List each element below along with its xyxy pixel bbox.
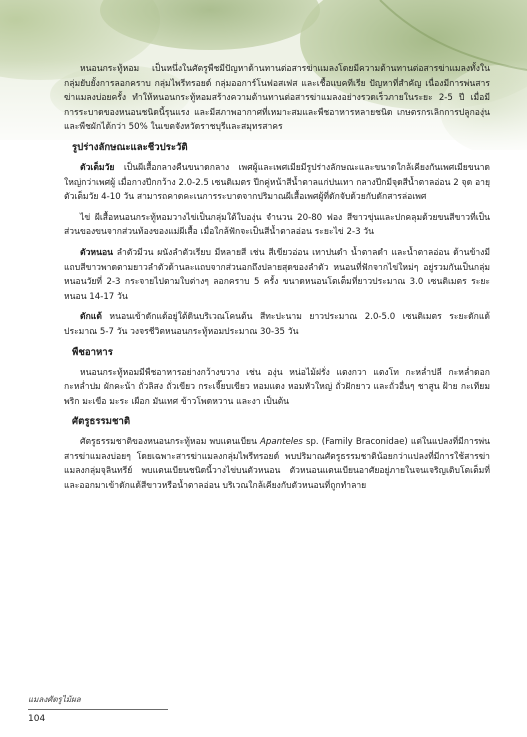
page-footer: [28, 693, 168, 724]
pupa-text: หนอนเข้าดักแด้อยู่ใต้ดินบริเวณโคนต้น สีทะปะนาม ยาวประมาณ 2.0-5.0 เซนติเมตร ระยะดักแด้ประมาณ 5-7 วัน วงจรชีวิตหนอนกระทู้หอมประมาณ 30-35 วัน: [64, 312, 490, 337]
document-body: [64, 62, 490, 500]
adult-paragraph: [64, 161, 490, 205]
natural-enemies-text-2: sp. (Family Braconidae) แต่ในแปลงที่มีการพ่นสารฆ่าแมลงบ่อยๆ โดยเฉพาะสารฆ่าแมลงกลุ่มไพรีทรอยด์ พบปริมาณศัตรูธรรมชาติน้อยกว่าแปลงที่มีการใช้สารฆ่าแมลงกลุ่มจุลินทรีย์ พบแตนเบียนชนิดนี้วางไข่บนตัวหนอน ตัวหนอนแตนเบียนอาศัยอยู่ภายในจนเจริญเติบโตเต็มที่และออกมาเข้าดักแด้สีขาวหรือน้ำตาลอ่อน บริเวณใกล้เคียงกับตัวหนอนที่ถูกทำลาย: [64, 437, 490, 492]
intro-paragraph: หนอนกระทู้หอม เป็นหนึ่งในศัตรูพืชมีปัญหาด้านทานต่อสารฆ่าแมลงโดยมีความต้านทานต่อสารฆ่าแมลงทั้งในกลุ่มยับยั้งการลอกคราบ กลุ่มไพรีทรอยด์ กลุ่มออการ์โนฟอสเฟส และเชื้อแบคทีเรีย ปัญหาที่สำคัญ เนื่องมีการพ่นสารฆ่าแมลงบ่อยครั้ง ทำให้หนอนกระทู้หอมสร้างความต้านทานต่อสารฆ่าแมลงอย่างรวดเร็วภายในระยะ 2-5 ปี เมื่อมีการระบาดของหนอนชนิดนี้รุนแรง และมีสภาพอากาศที่เหมาะสมและพืชอาหารหลายชนิด เกษตรกรเลิกการปลูกองุ่นและพืชผักได้กว่า 50% ในเขตจังหวัดราชบุรีและสมุทรสาคร: [64, 64, 490, 133]
egg-paragraph: ไข่ ผีเสื้อหนอนกระทู้หอมวางไข่เป็นกลุ่มใต้ใบองุ่น จำนวน 20-80 ฟอง สีขาวขุ่นและปกคลุมด้วยขนสีขาวที่เป็นส่วนของขนจากส่วนท้องของแม่ผีเสื้อ เมื่อใกล้ฟักจะเป็นสีน้ำตาลอ่อน ระยะไข่ 2-3 วัน: [64, 212, 490, 238]
larva-text: ลำตัวมีวน ผนังลำตัวเรียบ มีหลายสี เช่น สีเขียวอ่อน เทาปนดำ น้ำตาลดำ และน้ำตาลอ่อน ด้านข้างมีแถบสีขาวพาดตามยาวลำตัวด้านละแถบจากส่วนอกถึงปลายสุดของลำตัว หนอนที่ฟักจากไข่ใหม่ๆ อยู่รวมกันเป็นกลุ่ม หนอนวัยที่ 2-3 กระจายไปตามใบต่างๆ ลอกคราบ 5 ครั้ง ขนาดหนอนโตเต็มที่ยาวประมาณ 3.0 เซนติเมตร ระยะหนอน 14-17 วัน: [64, 247, 490, 302]
adult-label: ตัวเต็มวัย: [80, 162, 115, 173]
section-heading-natural-enemies: ศัตรูธรรมชาติ: [72, 416, 131, 428]
page-number: 104: [28, 714, 46, 724]
larva-label: ตัวหนอน: [80, 247, 113, 258]
section-heading-morphology: รูปร่างลักษณะและชีวประวัติ: [72, 141, 188, 153]
footer-divider: [28, 709, 168, 710]
running-title: แมลงศัตรูไม้ผล: [28, 695, 81, 704]
natural-enemies-text-1: ศัตรูธรรมชาติของหนอนกระทู้หอม พบแตนเบียน: [80, 437, 261, 448]
adult-text: เป็นผีเสื้อกลางคืนขนาดกลาง เพศผู้และเพศเมียมีรูปร่างลักษณะและขนาดใกล้เคียงกันเพศเมียขนาดใหญ่กว่าเพศผู้ เมื่อกางปีกกว้าง 2.0-2.5 เซนติเมตร ปีกคู่หน้าสีน้ำตาลแก่ปนเทา กลางปีกมีจุดสีน้ำตาลอ่อน 2 จุด อายุตัวเต็มวัย 4-10 วัน สามารถคาดคะเนการระบาดจากปริมาณผีเสื้อเพศผู้ที่ดักจับด้วยกับดักสารล่อเพศ: [64, 162, 490, 203]
pupa-paragraph: [64, 310, 490, 339]
natural-enemies-paragraph: [64, 435, 490, 493]
host-plants-paragraph: หนอนกระทู้หอมมีพืชอาหารอย่างกว้างขวาง เช่น องุ่น หน่อไม้ฝรั่ง แตงกวา แตงโท กะหล่ำปลี กะหล่ำดอก กะหล่ำปม ผักคะน้า ถั่วลิสง ถั่วเขียว กระเจี๊ยบเขียว หอมแดง หอมหัวใหญ่ ถั่วฝักยาว และถั่วอื่นๆ ชาสูน ฝ้าย กะเทียม พริก มะเขือ มะระ เผือก มันเทศ ข้าวโพดหวาน และงา เป็นต้น: [64, 367, 490, 407]
section-heading-host-plants: พืชอาหาร: [72, 346, 113, 358]
larva-paragraph: [64, 246, 490, 304]
pupa-label: ดักแด้: [80, 312, 102, 323]
scientific-name: Apanteles: [260, 437, 303, 448]
